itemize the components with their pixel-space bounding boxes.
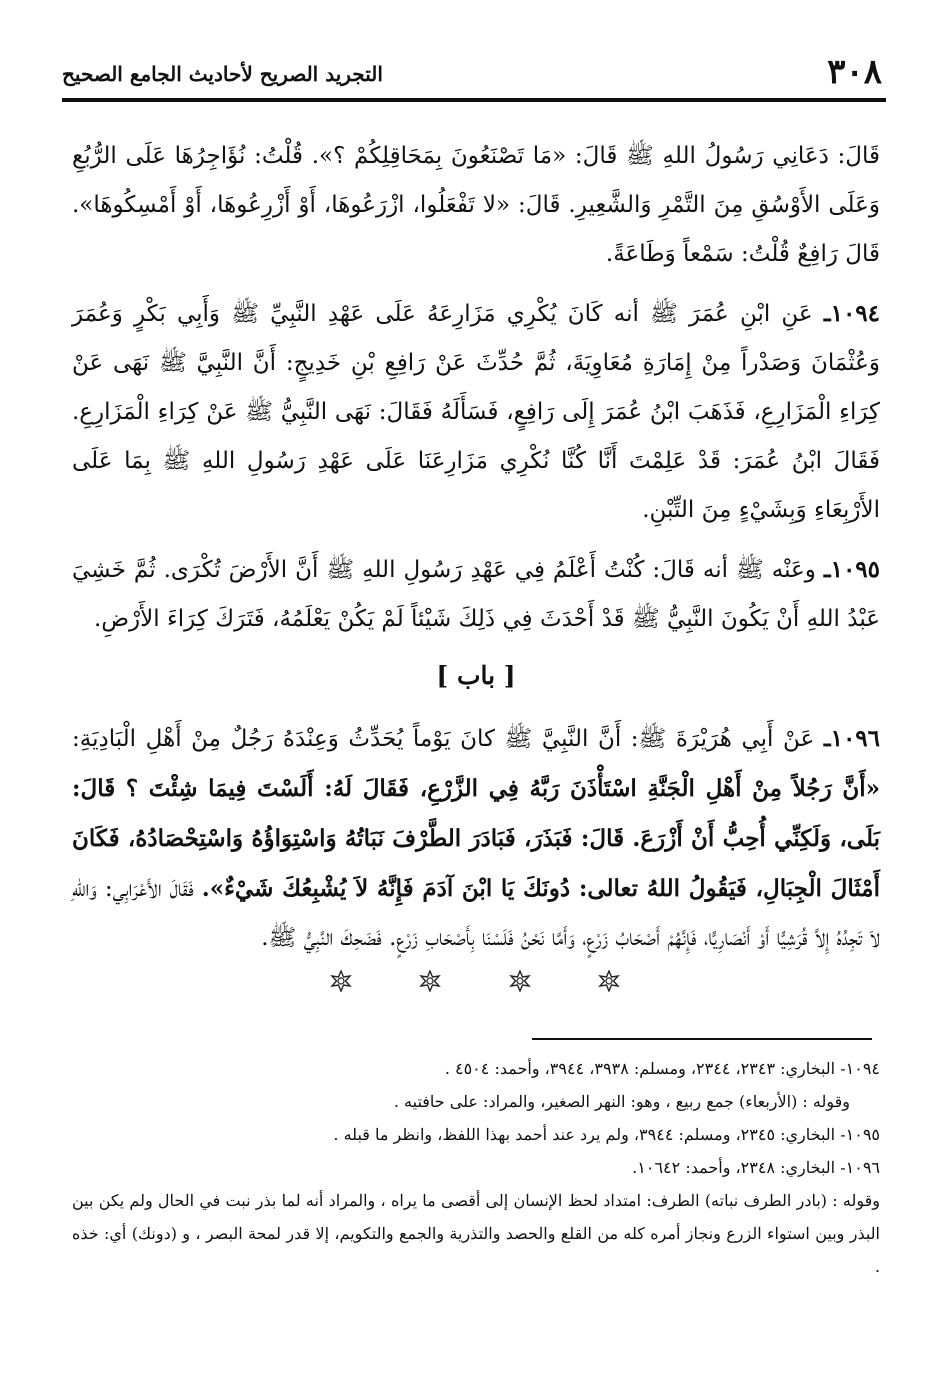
footnote-divider xyxy=(532,1038,872,1040)
ornament-icon xyxy=(419,970,441,992)
hadith-number: ١٠٩٤ـ xyxy=(823,300,881,327)
footnote-1096: ١٠٩٦- البخاري: ٢٣٤٨، وأحمد: ١٠٦٤٢. xyxy=(632,1158,880,1177)
section-ornaments xyxy=(330,966,620,996)
main-text xyxy=(72,132,880,973)
footnote-1096-note: وقوله : (بادر الطرف نباته) الطرف: امتداد لحظ الإنسان إلى أقصى ما يراه ، والمراد أنه لما بذر نبت في الحال ولم يكن بين البذر وبين استواء الزرع ونجاز أمره كله من القلع والحصد والتذرية والجمع والتكويم، إلا قدر لمحة البصر ، و (دونك) أي: خذه . xyxy=(72,1191,880,1276)
ornament-icon xyxy=(330,970,352,992)
page-header xyxy=(62,52,882,96)
footnote-1094-note: وقوله : (الأربعاء) جمع ربيع ، وهو: النهر الصغير، والمراد: على حافتيه . xyxy=(393,1092,850,1111)
page-number: ٣٠٨ xyxy=(827,52,882,92)
book-title: التجريد الصريح لأحاديث الجامع الصحيح xyxy=(62,62,383,86)
footnote-1094: ١٠٩٤- البخاري: ٢٣٤٣، ٢٣٤٤، ومسلم: ٣٩٣٨، ٣٩٤٤، وأحمد: ٤٥٠٤ . xyxy=(444,1059,880,1078)
hadith-text: وعَنْه ﷺ أنه قَالَ: كُنْتُ أَعْلَمُ فِي عَهْدِ رَسُولِ اللهِ ﷺ أَنَّ الأَرْضَ تُكْرَى. ثُمَّ خَشِيَ عَبْدُ اللهِ أَنْ يَكُونَ النَّبِيُّ ﷺ قَدْ أَحْدَثَ فِي ذَلِكَ شَيْئاً لَمْ يَكُنْ يَعْلَمُهُ، فَتَرَكَ كِرَاءَ الأَرْضِ. xyxy=(72,557,880,632)
hadith-text: عَنِ ابْنِ عُمَرَ ﷺ أنه كَانَ يُكْرِي مَزَارِعَهُ عَلَى عَهْدِ النَّبِيِّ ﷺ وَأَبِي بَكْرٍ وَعُمَرَ وَعُثْمَانَ وَصَدْراً مِنْ إِمَارَةِ مُعَاوِيَةَ، ثُمَّ حُدِّثَ عَنْ رَافِعِ بْنِ خَدِيجٍ: أَنَّ النَّبِيَّ ﷺ نَهَى عَنْ كِرَاءِ الْمَزَارِعِ، فَذَهَبَ ابْنُ عُمَرَ إِلَى رَافِعٍ، فَسَأَلَهُ فَقَالَ: نَهَى النَّبِيُّ ﷺ عَنْ كِرَاءِ الْمَزَارِعِ. فَقَالَ ابْنُ عُمَرَ: قَدْ عَلِمْتَ أَنَّا كُنَّا نُكْرِي مَزَارِعَنَا عَلَى عَهْدِ رَسُولِ اللهِ ﷺ بِمَا عَلَى الأَرْبِعَاءِ وَبِشَيْءٍ مِنَ التِّبْنِ. xyxy=(72,301,880,523)
header-divider xyxy=(62,98,886,102)
hadith-intro: عَنْ أَبِي هُرَيْرَةَ ﷺ: أَنَّ النَّبِيَّ ﷺ كانَ يَوْماً يُحَدِّثُ وَعِنْدَهُ رَجُلٌ مِنْ أَهْلِ الْبَادِيَةِ: xyxy=(72,726,815,752)
ornament-icon xyxy=(509,970,531,992)
hadith-number: ١٠٩٦ـ xyxy=(823,725,881,752)
hadith-quote: «أَنَّ رَجُلاً مِنْ أَهْلِ الْجَنَّةِ اسْتَأْذَنَ رَبَّهُ فِي الزَّرْعِ، فَقَالَ لَهُ: أَلَسْتَ فِيمَا شِئْتَ ؟ قَالَ: بَلَى، وَلَكِنِّي أُحِبُّ أَنْ أَزْرَعَ. قَالَ: فَبَذَرَ، فَبَادَرَ الطَّرْفَ نَبَاتُهُ وَاسْتِوَاؤُهُ وَاسْتِحْصَادُهُ، فَكَانَ أَمْثَالَ الْجِبَالِ، فَيَقُولُ اللهُ تعالى: دُونَكَ يَا ابْنَ آدَمَ فَإِنَّهُ لاَ يُشْبِعُكَ شَيْءٌ». xyxy=(72,775,880,902)
chapter-heading: [ باب ] xyxy=(436,661,516,690)
footnotes xyxy=(72,1052,880,1283)
ornament-icon xyxy=(598,970,620,992)
paragraph-continuation: قَالَ: دَعَانِي رَسُولُ اللهِ ﷺ قَالَ: «مَا تَصْنَعُونَ بِمَحَاقِلِكُمْ ؟». قُلْتُ: نُؤَاجِرُهَا عَلَى الرُّبُعِ وَعَلَى الأَوْسُقِ مِنَ التَّمْرِ وَالشَّعِيرِ. قَالَ: «لا تَفْعَلُوا، ازْرَعُوهَا، أَوْ أَزْرِعُوهَا، أَوْ أَمْسِكُوهَا». قَالَ رَافِعٌ قُلْتُ: سَمْعاً وَطَاعَةً. xyxy=(72,143,880,267)
hadith-number: ١٠٩٥ـ xyxy=(823,556,881,583)
hadith-1096 xyxy=(72,714,880,963)
footnote-1095: ١٠٩٥- البخاري: ٢٣٤٥، ومسلم: ٣٩٤٤، ولم يرد عند أحمد بهذا اللفظ، وانظر ما قبله . xyxy=(333,1125,880,1144)
hadith-1095 xyxy=(72,545,880,644)
hadith-1094 xyxy=(72,289,880,535)
hadith-ending: فَقَالَ الأَعْرَابِي: وَاللهِ لاَ تَجِدُهُ إِلاَّ قُرَشِيًّا أَوْ أَنْصَارِيًّا، فَإِنَّهُمْ أَصْحَابُ زَرْعٍ، وَأَمَّا نَحْنُ فَلَسْنَا بِأَصْحَابِ زَرْعٍ. فَضَحِكَ النَّبِيُّ ﷺ. xyxy=(72,876,880,951)
